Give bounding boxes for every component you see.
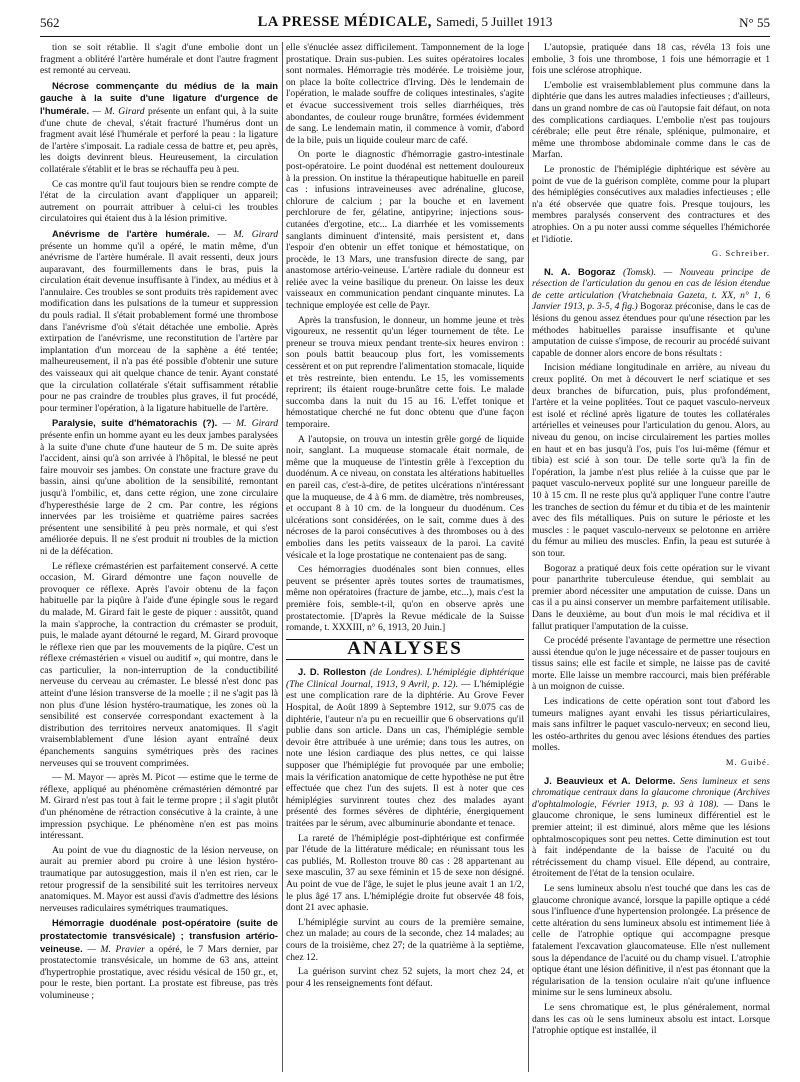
article-paragraph [40,417,278,557]
article-paragraph: Incision médiane longitudinale en arrière, au niveau du creux poplité. On met à découvert le nerf sciatique et ses deux branches de bifurcation, puis, plus profondément, l'artère et la veine poplitées. Tout ce paquet vasculo-nerveux est isolé et récliné après ligature de toutes les collatérales artérielles et veineuses pour l'articulation du genou. Alors, au niveau du genou, on incise circulairement les parties molles en haut et en bas jusqu'à l'os, puis l'os lui-même (fémur et tibia) est scié à son tour. De telle sorte qu'à la fin de l'opération, la jambe n'est plus reliée à la cuisse que par le paquet vasculo-nerveux poplité sur une longueur pareille de 10 à 15 cm. Il ne reste plus qu'à appliquer l'une contre l'autre les tranches de section du fémur et du tibia et de les maintenir avec des fils métalliques. Puis on suture le périoste et les muscles : le paquet vasculo-nerveux se pelotonne en arrière du fémur au milieu des muscles. Enfin, la peau est suturée à son tour. [532,362,770,559]
article-paragraph: Le réflexe crémastérien est parfaitement conservé. A cette occasion, M. Girard démontre une façon nouvelle de provoquer ce réflexe. Après l'avoir obtenu de la façon habituelle par la piqûre à l'aide d'une épingle sous le regard du malade, M. Girard fait le geste de piquer : aussitôt, quand la main s'approche, la contraction du crémaster se produit, puis, le malade ayant détourné le regard, M. Girard provoque le réflexe rien que par les mouvements de la piqûre. C'est un réflexe crémastérien « visuel ou auditif », qui montre, dans le cas particulier, la non-interruption de la conductibilité nerveuse du cerveau au crémaster. Le blessé n'est donc pas atteint d'une lésion transverse de la moelle ; il ne s'agit pas là non plus d'une lésion hystéro-traumatique, les zones où la sensibilité est conservée correspondant exactement à la distribution des territoires nerveux anatomiques. Il s'agit vraisemblablement d'une lésion ayant entraîné deux épanchements sanguins symétriques près des racines nerveuses qui se trouvent comprimées. [40,560,278,769]
article-paragraph: L'hémiplégie survint au cours de la première semaine, chez un malade; au cours de la seconde, chez 14 malades; au cours de la troisième, chez 27; de la quatrième à la septième, chez 12. [286,916,524,963]
article-paragraph: Ce procédé présente l'avantage de permettre une résection aussi étendue qu'on le juge nécessaire et de passer toujours en tissus sains; elle est facile et simple, ne laisse pas de cavité morte. Elle laisse un membre raccourci, mais bien préférable à un moignon de cuisse. [532,635,770,693]
article-text: Bogoraz préconise, dans le cas de lésions du genou assez étendues pour qu'une résection par les méthodes habituelles paraisse insuffisante et qu'une amputation de cuisse s'impose, de recourir au procédé suivant capable de donner alors encore de bons résultats : [532,301,770,359]
article-paragraph [40,917,278,1001]
article-lead: — M. Girard [209,228,278,240]
article-text: présente un homme qu'il a opéré, le matin même, d'un anévrisme de l'artère humérale. Il avait ressenti, deux jours auparavant, des fourmillements dans le bras, puis la circulation était devenue insuffisante à l'index, au médius et à l'annulaire. Ces troubles se sont produits très rapidement avec modification dans les pulsations de la tumeur et suppression du pouls radial. Il s'était probablement formé une thrombose dans l'anévrisme d'où s'était détachée une embolie. Après extirpation de l'anévrisme, une reconstitution de l'artère par implantation d'un morceau de la saphène a été tentée; malheureusement, il n'a pas été possible d'obtenir une suture des vaisseaux qui ait quelque chance de tenir. Ayant constaté que la circulation collatérale s'était suffisamment rétablie pour ne pas craindre de troubles plus graves, il fut procédé, pour terminer l'opération, à la ligature habituelle de l'artère. [40,240,278,414]
article-heading: N. A. Bogoraz [544,265,616,277]
columns [40,42,770,1072]
article-paragraph: elle s'énuclée assez difficilement. Tamponnement de la loge prostatique. Drain sus-pubien. Les suites opératoires locales sont normales. Hémorragie très modérée. Le troisième jour, on place la boîte collectrice d'Irving. Dès le lendemain de l'opération, le malade souffre de coliques intestinales, s'agite et évacue successivement trois selles diarrhéiques, très abondantes, de couleur rouge brunâtre, formées évidemment de sang. Le lendemain matin, il commence à vomir, d'abord de la bile, puis un liquide couleur marc de café. [286,42,524,146]
article-paragraph: Le pronostic de l'hémiplégie diphtérique est sévère au point de vue de la guérison complète, comme pour la plupart des hémiplégies consécutives aux maladies infectieuses ; elle n'a été observée que quatre fois. Presque toujours, les membres paralysés conservent des contractures et des atrophies. On a pu noter aussi comme séquelles l'hémichorée et l'idiotie. [532,163,770,245]
article-text: — Dans le glaucome chronique, le sens lumineux différentiel est le premier atteint; il est diminué, alors même que les lésions ophtalmoscopiques sont peu nettes. Cette diminution est tout à fait indépendante de la baisse de l'acuité ou du rétrécissement du champ visuel. Elle dépend, au contraire, étroitement de l'état de la tension oculaire. [532,798,770,880]
article-paragraph: Après la transfusion, le donneur, un homme jeune et très vigoureux, ne ressentit qu'un léger tournement de tête. Le preneur se trouva mieux pendant trente-six heures environ : son pouls battit beaucoup plus fort, les vomissements cessèrent et on put reprendre l'alimentation stomacale, liquide et très restreinte, bien entendu. Le 15, les vomissements reprirent; ils étaient rouge-brunâtre cette fois. Le malade succomba dans la nuit du 15 au 16. L'effet tonique et hémostatique cherché ne fut donc obtenu que d'une façon temporaire. [286,314,524,430]
article-lead: — M. Girard [89,105,149,117]
author-signature: G. Schreiber. [711,248,770,259]
article-text: présente enfin un homme ayant eu les deux jambes paralysées à la suite d'une chute d'une hauteur de 5 m. De suite après l'accident, ainsi qu'à son arrivée à l'hôpital, le blessé ne peut faire mouvoir ses jambes. On constate une fracture grave du bassin, ainsi qu'une abolition de la sensibilité, remontant jusqu'à l'ombilic, et, dans cette région, une zone circulaire d'hyperesthésie large de 2 cm. Par contre, les régions innervées par les troisième et quatrième paires sacrées présentent une sensibilité à peu près normale, et qui s'est améliorée depuis. Il ne s'est produit ni troubles de la miction ni de la défécation. [40,430,278,557]
column-left [40,42,278,1072]
article-paragraph: On porte le diagnostic d'hémorragie gastro-intestinale post-opératoire. Le point duodénal est nettement douloureux à la pression. On institue la thérapeutique habituelle en pareil cas : infusions intraveineuses avec adrénaline, glucose, chlorure de calcium ; par la bouche et en lavement perchlorure de fer, gélatine, antipyrine; injections sous-cutanées d'ergotine, etc... La diarrhée et les vomissements sanglants diminuent d'intensité, mais persistent et, dans l'espoir d'en obtenir un effet tonique et hémostatique, on procède, le 13 Mars, une transfusion directe de sang, par anastomose artério-veineuse. L'artère radiale du donneur est reliée avec la veine basilique du preneur. On laisse les deux vaisseaux en communication pendant cinquante minutes. La technique employée est celle de Payr. [286,149,524,312]
issue-number: N° 55 [739,15,770,30]
article-heading: J. Beauvieux et A. Delorme. [544,774,676,786]
article-paragraph [286,666,524,829]
article-paragraph: Le sens chromatique est, le plus généralement, normal dans les cas où le sens lumineux absolu est intact. Lorsque l'atrophie optique est installée, il [532,1001,770,1037]
article-paragraph [532,266,770,360]
article-paragraph: Au point de vue du diagnostic de la lésion nerveuse, on aurait au premier abord pu croire à une lésion hystéro-traumatique par autosuggestion, mais il n'en est rien, car le retour progressif de la sensibilité suit les territoires nerveux anatomiques. M. Mayor est aussi d'avis d'admettre des lésions nerveuses radiculaires symétriques traumatiques. [40,844,278,914]
article-lead: — M. Pravier [82,943,150,955]
article-lead: Sens lumineux et sens chromatique centraux dans la glaucome chronique (Archives d'ophtalmologie, Février 1913, p. 93 à 108). [532,775,770,810]
article-paragraph [40,80,278,176]
article-paragraph: La guérison survint chez 52 sujets, la mort chez 24, et pour 4 les renseignements font défaut. [286,966,524,989]
article-paragraph: L'autopsie, pratiquée dans 18 cas, révéla 13 fois une embolie, 3 fois une thrombose, 1 fois une hémorragie et 1 fois une sclérose atrophique. [532,42,770,77]
column-divider [528,42,529,1072]
journal-title-line [40,14,770,31]
column-divider [282,42,283,1072]
article-paragraph: — M. Mayor — après M. Picot — estime que le terme de réflexe, appliqué au phénomène crémastérien démontré par M. Girard n'est pas tout à fait le terme propre ; il s'agit plutôt d'un phénomène de rétraction consécutive à la crainte, à une impression psychique. Le phénomène n'en est pas moins intéressant. [40,772,278,842]
article-text: présente un enfant qui, à la suite d'une chute de cheval, s'était fracturé l'humérus dont un fragment avait lésé l'humérale et perforé la peau : la ligature de l'artère s'imposait. La radiale cessa de battre et, peu après, les doigts devinrent bleus. Heureusement, la circulation collatérale s'établit et le bras se réchauffa peu à peu. [40,105,278,175]
article-paragraph [532,775,770,880]
article-paragraph: A l'autopsie, on trouva un intestin grêle gorgé de liquide noir, sanglant. La muqueuse stomacale était normale, de même que la muqueuse de l'intestin grêle à l'exception du duodénum. A ce niveau, on constata les altérations habituelles en pareil cas, c'est-à-dire, de petites ulcérations n'intéressant que la muqueuse, de 4 à 6 mm. de diamètre, très nombreuses, et occupant 8 à 10 cm. de la longueur du duodénum. Ces ulcérations sont considérées, on le sait, comme dues à des nécroses de la paroi consécutives à des thromboses ou à des embolies dans les petits vaisseaux de la paroi. La cavité vésicale et la loge prostatique ne contenaient pas de sang. [286,433,524,561]
column-middle [286,42,524,1072]
article-heading: Hémorragie duodénale post-opératoire (suite de prostatectomie transvésicale) ; transfusion artério-veineuse. [40,917,278,954]
article-lead: (de Londres). L'hémiplégie diphtérique (The Clinical Journal, 1913, 9 Avril, p. 12). [286,667,524,690]
article-text: a opéré, le 7 Mars dernier, par prostatectomie transvésicale, un homme de 63 ans, atteint d'hypertrophie prostatique, avec résidu vésical de 150 gr., et, pour le reste, bien portant. La prostate est fibreuse, pas très volumineuse ; [40,943,278,1001]
article-paragraph: Le sens lumineux absolu n'est touché que dans les cas de glaucome chronique avancé, lorsque la papille optique a cédé sous l'influence d'une hypertension prolongée. La présence de cette altération du sens lumineux absolu est intimement liée à celle de l'atrophie optique qui accompagne presque fatalement l'excavation glaucomateuse. Elle n'est nullement sous la dépendance de l'acuité ou du champ visuel. L'atrophie optique étant une lésion définitive, il n'est pas étonnant que la régularisation de la tension oculaire n'ait qu'une influence minime sur le sens lumineux absolu. [532,882,770,999]
article-heading: J. D. Rolleston [298,666,366,678]
article-paragraph: Ces hémorragies duodénales sont bien connues, elles peuvent se présenter après toutes sortes de traumatismes, même non opératoires (fracture de jambe, etc...), mais c'est la première fois, semble-t-il, qu'on en observe après une prostatectomie. [D'après la Revue médicale de la Suisse romande, t. XXXIII, n° 6, 1913, 20 Juin.] [286,564,524,634]
article-paragraph: Les indications de cette opération sont tout d'abord les tumeurs malignes ayant envahi les tissus périarticulaires, mais sans infiltrer le paquet vasculo-nerveux; en second lieu, les ostéo-arthrites du genou avec lésions étendues des parties molles. [532,696,770,754]
article-paragraph: La rareté de l'hémiplégie post-diphtérique est confirmée par l'étude de la littérature médicale; en réunissant tous les cas publiés, M. Rolleston trouve 80 cas : 28 appartenant au sexe masculin, 37 au sexe féminin et 15 de sexe non désigné. Au point de vue de l'âge, le sujet le plus jeune avait 1 an 1/2, le plus âgé 17 ans. L'hémiplégie droite fut observée 48 fois, dont 21 avec aphasie. [286,832,524,914]
newspaper-page [40,14,770,1074]
article-lead: — M. Girard [217,418,278,430]
article-paragraph: Ce cas montre qu'il faut toujours bien se rendre compte de l'état de la circulation avant d'appliquer un appareil; autrement on pourrait attribuer à celui-ci les troubles circulatoires qui étaient dus à la lésion primitive. [40,178,278,225]
article-heading: Nécrose commençante du médius de la main gauche à la suite d'une ligature d'urgence de l'humérale. [40,79,278,116]
page-number: 562 [40,15,60,30]
article-paragraph [40,228,278,415]
column-right [532,42,770,1072]
issue-date: Samedi, 5 Juillet 1913 [436,14,553,29]
article-lead: (Tomsk). — Nouveau principe de résection de l'articulation du genou en cas de lésion étendue de cette articulation (Vratchebnaia Gazeta, t. XX, n° 1, 6 Janvier 1913, p. 3-5, 4 fig.) [532,266,770,313]
author-signature: M. Guibé. [725,757,770,768]
article-heading: Paralysie, suite d'hématorachis (?). [52,417,218,429]
article-text: — L'hémiplégie est une complication rare de la diphtérie. Au Grove Fever Hospital, de Août 1899 à Septembre 1912, sur 9.075 cas de diphtérie, l'auteur n'a pu en recueillir que 6 observations qu'il publie dans son article. Dans un cas, l'hémiplégie semble devoir être attribuée à une urémie; dans tous les autres, on note une lésion cardiaque des plus nettes, ce qui laisse supposer que l'hémiplégie fut provoquée par une embolie; mais la vérification anatomique de cette hypothèse ne put être effectuée que chez l'un des sujets. Il est à noter que ces hémiplégies survinrent toutes chez des malades ayant présenté des formes sévères de diphtérie, énergiquement traitées par le sérum, avec albuminurie abondante et tenace. [286,678,524,829]
article-paragraph: Bogoraz a pratiqué deux fois cette opération sur le vivant pour panarthrite tuberculeuse étendue, qui semblait au premier abord nécessiter une amputation de cuisse. Dans un cas il a pu ainsi conserver un membre parfaitement utilisable. Dans le deuxième, au bout d'un mois le mal récidiva et il fallut pratiquer l'amputation de la cuisse. [532,562,770,632]
analyses-heading: ANALYSES [347,637,463,659]
page-header [40,14,770,37]
journal-title: LA PRESSE MÉDICALE, [257,14,432,30]
article-paragraph: tion se soit rétablie. Il s'agit d'une embolie dont un fragment a oblitéré l'artère humérale et dont l'autre fragment est remonté au cerveau. [40,42,278,77]
analyses-banner [286,639,524,661]
article-heading: Anévrisme de l'artère humérale. [52,227,210,239]
article-paragraph: L'embolie est vraisemblablement plus commune dans la diphtérie que dans les autres maladies infectieuses ; d'ailleurs, dans un grand nombre de cas où l'autopsie fait défaut, on nota des complications cardiaques. L'embolie n'est pas toujours cérébrale; elle peut être rénale, splénique, pulmonaire, et même une thrombose abdominale comme dans le cas de Marfan. [532,79,770,161]
